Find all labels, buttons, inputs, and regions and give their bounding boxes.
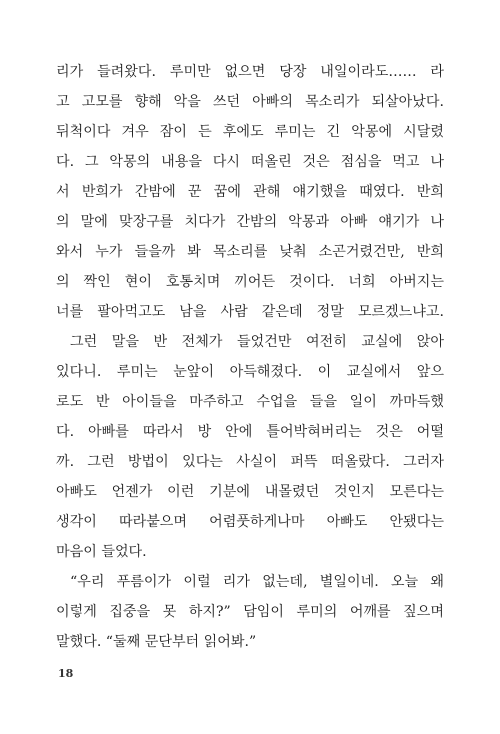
text-line: 리가 들려왔다. 루미만 없으면 당장 내일이라도…… 라	[56, 64, 444, 80]
text-line: 이렇게 집중을 못 하지?” 담임이 루미의 어깨를 짚으며	[56, 604, 444, 620]
text-line: 너를 팔아먹고도 남을 사람 같은데 정말 모르겠느냐고.	[56, 304, 444, 320]
text-line: 의 짝인 현이 호통치며 끼어든 것이다. 너희 아버지는	[56, 274, 444, 290]
text-line: 뒤척이다 겨우 잠이 든 후에도 루미는 긴 악몽에 시달렸	[56, 124, 444, 140]
text-line: 그런 말을 반 전체가 들었건만 여전히 교실에 앉아	[70, 334, 444, 350]
text-line: 서 반희가 간밤에 꾼 꿈에 관해 얘기했을 때였다. 반희	[56, 184, 444, 200]
text-line: 의 말에 맞장구를 치다가 간밤의 악몽과 아빠 얘기가 나	[56, 214, 444, 230]
text-line: 와서 누가 들을까 봐 목소리를 낮춰 소곤거렸건만, 반희	[56, 244, 444, 260]
text-line: 마음이 들었다.	[56, 544, 147, 560]
page-number: 18	[58, 667, 74, 680]
text-line: 있다니. 루미는 눈앞이 아득해졌다. 이 교실에서 앞으	[56, 364, 444, 380]
text-line: “우리 푸름이가 이럴 리가 없는데, 별일이네. 오늘 왜	[70, 574, 444, 590]
text-line: 까. 그런 방법이 있다는 사실이 퍼뜩 떠올랐다. 그러자	[56, 454, 444, 470]
text-line: 다. 아빠를 따라서 방 안에 틀어박혀버리는 것은 어떨	[56, 424, 444, 440]
text-line: 고 고모를 향해 악을 쓰던 아빠의 목소리가 되살아났다.	[56, 94, 444, 110]
text-line: 생각이 따라붙으며 어렴풋하게나마 아빠도 안됐다는	[56, 514, 444, 530]
text-line: 아빠도 언젠가 이런 기분에 내몰렸던 것인지 모른다는	[56, 484, 444, 500]
body-text	[56, 57, 444, 657]
text-line: 말했다. “둘째 문단부터 읽어봐.”	[56, 634, 257, 650]
text-line: 다. 그 악몽의 내용을 다시 떠올린 것은 점심을 먹고 나	[56, 154, 444, 170]
text-line: 로도 반 아이들을 마주하고 수업을 들을 일이 까마득했	[56, 394, 444, 410]
